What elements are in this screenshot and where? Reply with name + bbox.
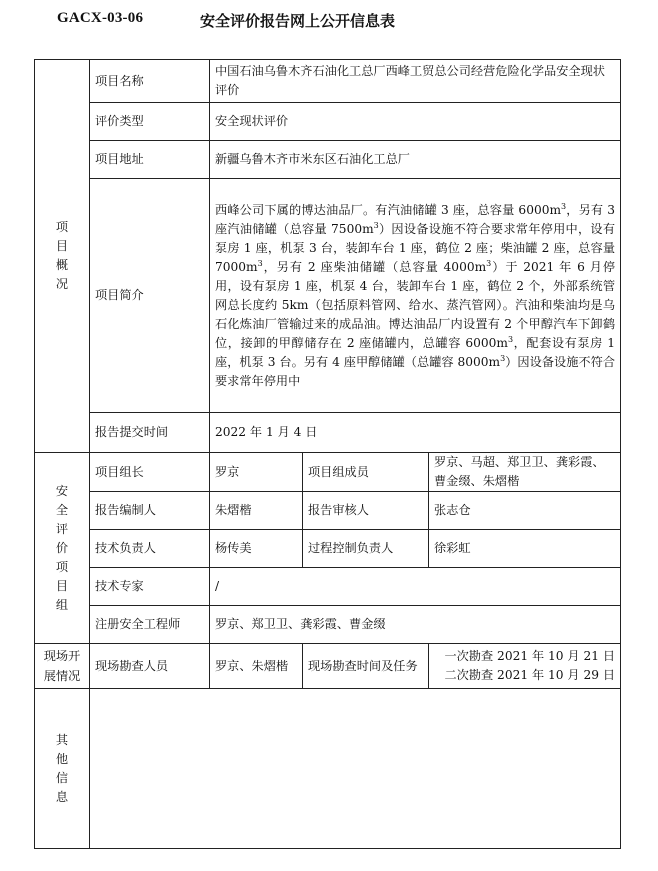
eval-type-label: 评价类型 [90,103,210,141]
section-site: 现场开展情况 [35,644,90,689]
row-other-info [35,689,621,849]
engineers-label: 注册安全工程师 [90,606,210,644]
section-team: 安全评价项目组 [35,453,90,644]
site-time-value [429,644,621,689]
site-time-label: 现场勘查时间及任务 [303,644,429,689]
expert-value: / [210,568,621,606]
project-summary-label: 项目简介 [90,179,210,413]
site-staff-label: 现场勘查人员 [90,644,210,689]
document-code: GACX-03-06 [57,10,144,26]
submit-time-value: 2022 年 1 月 4 日 [210,413,621,453]
leader-value: 罗京 [210,453,303,492]
tech-label: 技术负责人 [90,530,210,568]
leader-label: 项目组长 [90,453,210,492]
row-tech [35,530,621,568]
document-title: 安全评价报告网上公开信息表 [200,12,396,30]
section-overview: 项目概况 [35,60,90,453]
row-project-address [35,141,621,179]
expert-label: 技术专家 [90,568,210,606]
project-name-label: 项目名称 [90,60,210,103]
other-info-content [90,689,621,849]
eval-type-value: 安全现状评价 [210,103,621,141]
row-engineers [35,606,621,644]
document-header [57,10,617,32]
section-other: 其他信息 [35,689,90,849]
row-eval-type [35,103,621,141]
reviewer-value: 张志仓 [429,492,621,530]
row-project-summary [35,179,621,413]
members-label: 项目组成员 [303,453,429,492]
project-name-value: 中国石油乌鲁木齐石油化工总厂西峰工贸总公司经营危险化学品安全现状评价 [210,60,621,103]
project-summary-value: 西峰公司下属的博达油品厂。有汽油储罐 3 座，总容量 $6000m^3$，另有 3 座汽油储罐（总容量 $7500m^3$）因设备设施不符合要求常年停用中，设有泵房 1 座，机泵 3 台，装卸车台 1 座，鹤位 2 座；柴油罐 2 座，总容量 $7000m^3$，另有 2 座柴油储罐（总容量 $4000m^3$）于 2021 年 6 月停用，设有泵房 1 座，机泵 4 台，装卸车台 1 座，鹤位 2 个，外部系统管网总长度约 5km（包括原料管网、给水、蒸汽管网）。汽油和柴油均是乌石化炼油厂管输过来的成品油。博达油品厂内设置有 2 个甲醇汽车下卸鹤位，接卸的甲醇储存在 2 座储罐内，总罐容 $6000m^3$，配套设有泵房 1 座，机泵 3 台。另有 4 座甲醇储罐（总罐容 $8000m^3$）因设备设施不符合要求常年停用中 [210,179,621,413]
reviewer-label: 报告审核人 [303,492,429,530]
row-site-survey [35,644,621,689]
project-address-label: 项目地址 [90,141,210,179]
author-label: 报告编制人 [90,492,210,530]
submit-time-label: 报告提交时间 [90,413,210,453]
row-author [35,492,621,530]
project-address-value: 新疆乌鲁木齐市米东区石油化工总厂 [210,141,621,179]
row-submit-time [35,413,621,453]
row-expert [35,568,621,606]
tech-value: 杨传美 [210,530,303,568]
info-table [34,59,621,849]
survey-first: 一次勘查 2021 年 10 月 21 日 [444,649,616,663]
survey-second: 二次勘查 2021 年 10 月 29 日 [444,668,616,682]
engineers-value: 罗京、郑卫卫、龚彩霞、曹金缀 [210,606,621,644]
author-value: 朱熠楷 [210,492,303,530]
row-team-leader [35,453,621,492]
process-label: 过程控制负责人 [303,530,429,568]
site-staff-value: 罗京、朱熠楷 [210,644,303,689]
row-project-name [35,60,621,103]
members-value: 罗京、马超、郑卫卫、龚彩霞、曹金缀、朱熠楷 [429,453,621,492]
process-value: 徐彩虹 [429,530,621,568]
